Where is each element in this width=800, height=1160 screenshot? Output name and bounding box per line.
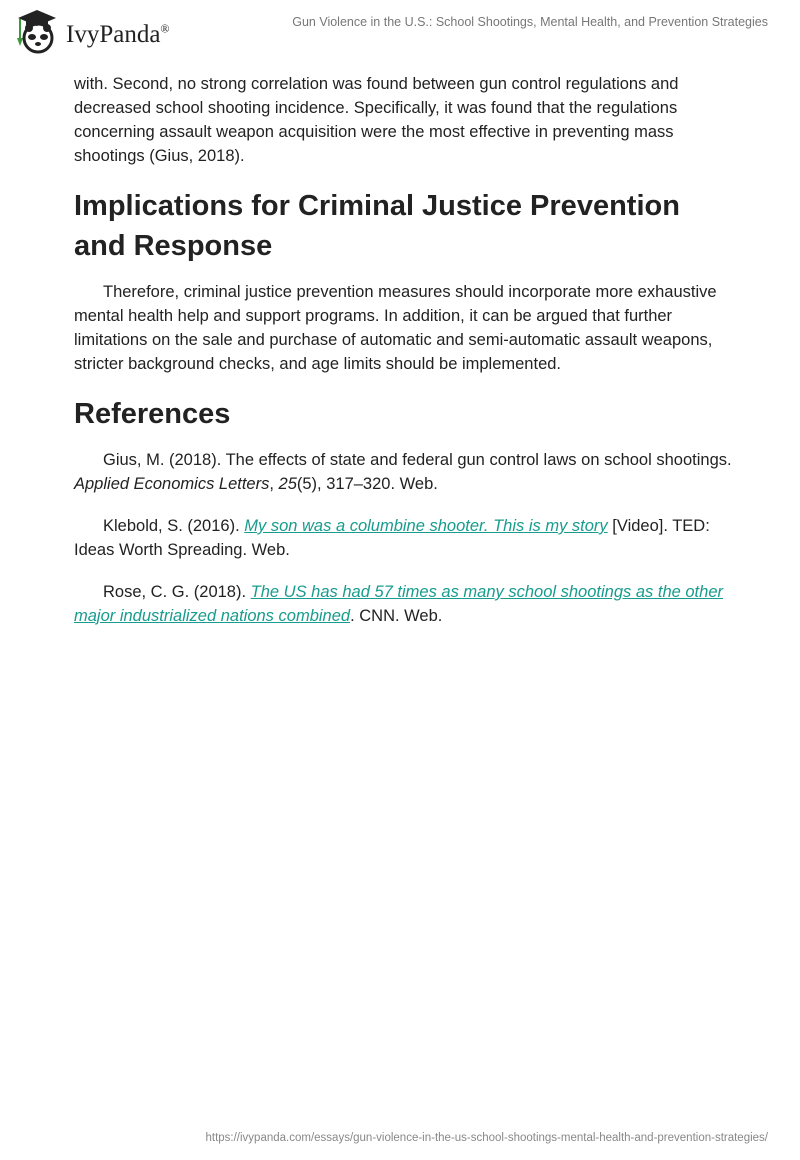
page-header [0, 0, 800, 60]
intro-paragraph: with. Second, no strong correlation was found between gun control regulations and decreased school shooting incidence. Specifically, it was found that the regulations concerning assault weapon acquisition were the most effective in preventing mass shootings (Gius, 2018). [74, 75, 679, 165]
essay-content [74, 72, 734, 646]
implications-heading: Implications for Criminal Justice Prevention and Response [74, 190, 680, 262]
document-title: Gun Violence in the U.S.: School Shootings, Mental Health, and Prevention Strategies [292, 15, 768, 29]
reference-item: Gius, M. (2018). The effects of state and federal gun control laws on school shootings. Applied Economics Letters, 25(5), 317–320. Web. [74, 451, 732, 493]
panda-graduate-icon [14, 8, 60, 54]
footer-url[interactable]: https://ivypanda.com/essays/gun-violence-in-the-us-school-shootings-mental-health-and-prevention-strategies/ [205, 1132, 768, 1144]
implications-paragraph: Therefore, criminal justice prevention measures should incorporate more exhaustive mental health help and support programs. In addition, it can be argued that further limitations on the sale and purchase of automatic and semi-automatic assault weapons, stricter background checks, and age limits should be implemented. [74, 283, 717, 373]
reference-link[interactable]: My son was a columbine shooter. This is my story [244, 517, 608, 535]
references-heading: References [74, 398, 231, 430]
logo-text: IvyPanda® [66, 21, 170, 48]
reference-item: Rose, C. G. (2018). The US has had 57 times as many school shootings as the other major industrialized nations combined. CNN. Web. [74, 583, 723, 625]
ivypanda-logo[interactable] [14, 8, 170, 54]
reference-link[interactable]: The US has had 57 times as many school shootings as the other major industrialized nations combined [74, 583, 723, 625]
reference-item: Klebold, S. (2016). My son was a columbine shooter. This is my story [Video]. TED: Ideas Worth Spreading. Web. [74, 517, 710, 559]
